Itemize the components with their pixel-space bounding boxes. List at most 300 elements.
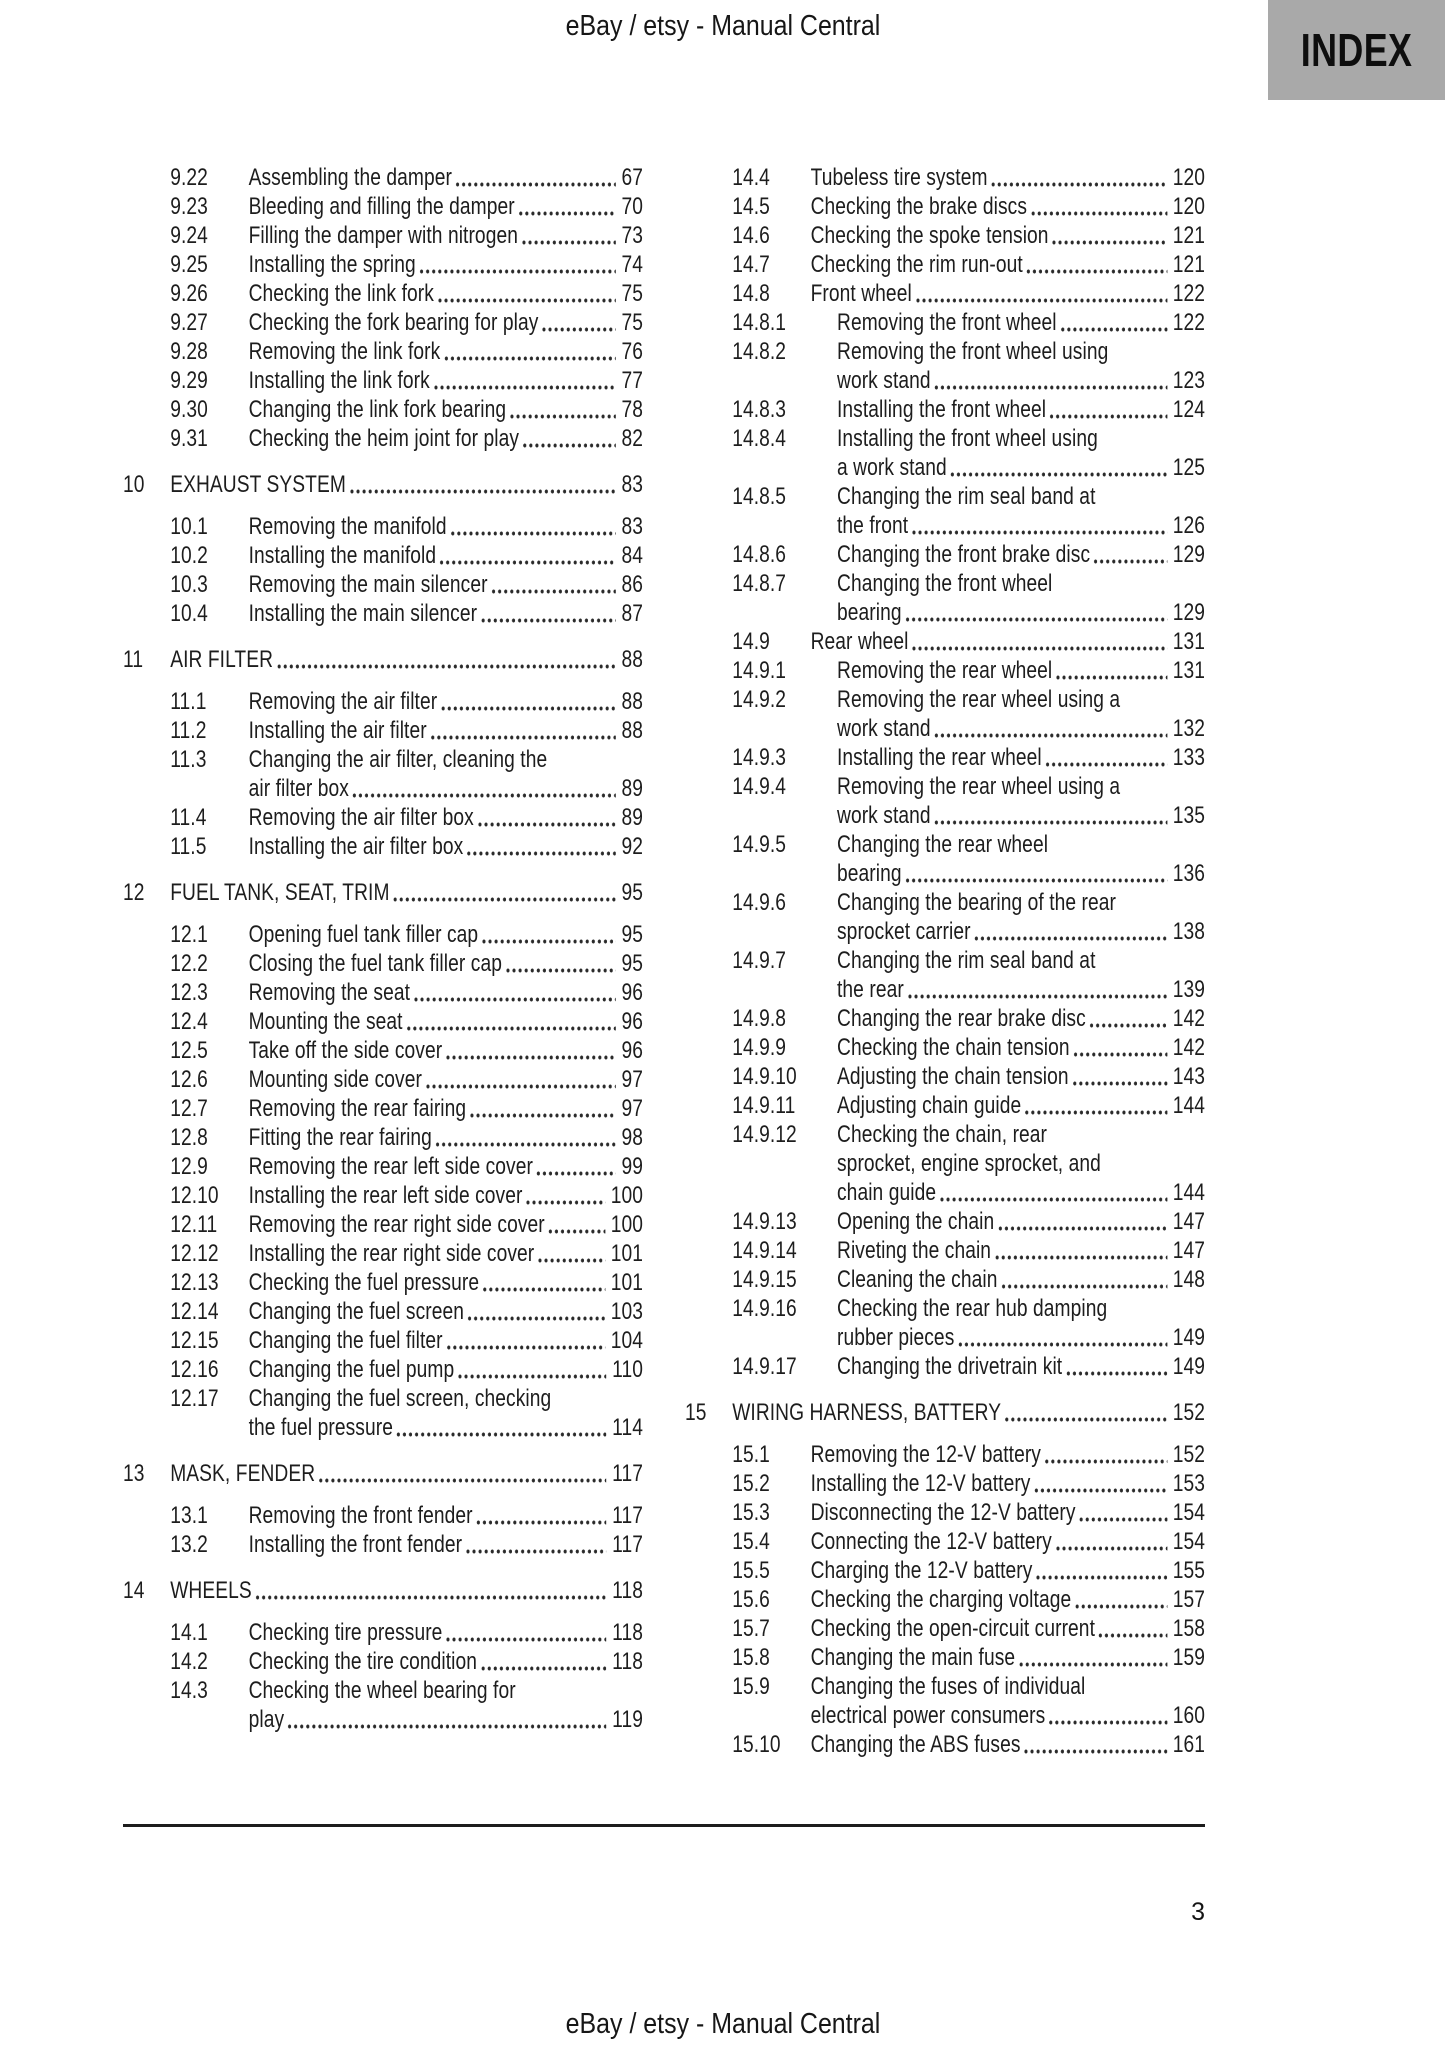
toc-entry-line [123,1326,643,1355]
toc-entry-line [123,716,643,745]
toc-entry [123,1007,643,1036]
dotted-leader [1025,1749,1168,1754]
toc-entry-title: a work stand [837,454,947,481]
toc-entry-title: Checking the rim run-out [810,251,1023,278]
toc-entry-title: Changing the fuel pump [248,1356,455,1383]
toc-entry-title: Opening the chain [837,1208,995,1235]
toc-entry-title: the front [837,512,909,539]
toc-entry-line [685,685,1205,714]
dotted-leader [468,1316,605,1321]
toc-entry-line [685,337,1205,366]
toc-entry-line [123,1459,643,1488]
toc-entry-number: 15.2 [732,1470,770,1497]
toc-entry-line [685,1149,1205,1178]
toc-entry-number [732,1178,837,1207]
toc-entry [123,424,643,453]
toc-entry-title: Mounting the seat [248,1008,403,1035]
toc-entry-title: Removing the main silencer [248,571,488,598]
toc-entry-number: 10.2 [170,542,208,569]
toc-entry-line [685,1207,1205,1236]
toc-entry [123,308,643,337]
toc-entry-title: Checking the link fork [248,280,434,307]
toc-entry-line [123,832,643,861]
toc-entry-title: bearing [837,599,902,626]
toc-entry-page: 136 [1172,860,1205,887]
toc-entry-number: 15.7 [732,1615,770,1642]
dotted-leader [397,1432,607,1437]
toc-entry-line [123,1576,643,1605]
dotted-leader [1036,1575,1167,1580]
toc-entry [685,1062,1205,1091]
toc-entry-page: 152 [1172,1441,1205,1468]
toc-entry-number [732,917,837,946]
toc-entry [685,656,1205,685]
toc-entry-page: 95 [621,921,643,948]
dotted-leader [426,1084,616,1089]
toc-entry-line [685,279,1205,308]
toc-entry [123,1152,643,1181]
toc-entry-line [685,511,1205,540]
dotted-leader [1080,1517,1168,1522]
toc-entry-page: 100 [610,1182,643,1209]
dotted-leader [1094,559,1167,564]
toc-entry-number: 14.8.7 [732,570,787,597]
toc-entry [123,832,643,861]
toc-entry-line [685,1643,1205,1672]
dotted-leader [478,822,616,827]
toc-entry-line [123,1530,643,1559]
toc-entry-title: AIR FILTER [170,646,274,673]
toc-entry-number: 14.5 [732,193,770,220]
toc-entry-number: 14.9 [732,628,770,655]
toc-entry-title: Mounting side cover [248,1066,422,1093]
toc-entry-title: bearing [837,860,902,887]
dotted-leader [353,793,616,798]
toc-entry [123,803,643,832]
toc-entry [123,541,643,570]
toc-entry-page: 100 [610,1211,643,1238]
toc-entry [123,745,643,803]
toc-entry-line [685,1062,1205,1091]
toc-entry-number [732,598,837,627]
toc-entry-line [123,163,643,192]
toc-entry-title: Installing the rear right side cover [248,1240,535,1267]
toc-entry-number: 12 [123,879,145,906]
toc-entry-line [123,1413,643,1442]
toc-entry-line [685,1033,1205,1062]
toc-entry-line [123,949,643,978]
dotted-leader [467,851,616,856]
dotted-leader [1075,1604,1167,1609]
toc-entry-title: Installing the link fork [248,367,430,394]
toc-entry-number: 14.8.2 [732,338,787,365]
toc-section-entry [123,645,643,674]
dotted-leader [522,240,616,245]
dotted-leader [1090,1023,1167,1028]
toc-entry-page: 154 [1172,1528,1205,1555]
toc-entry-number: 11.5 [170,833,207,860]
toc-entry-number: 14.2 [170,1648,208,1675]
toc-entry-number: 14.9.16 [732,1295,797,1322]
toc-entry [685,1527,1205,1556]
toc-entry-line [123,1705,643,1734]
toc-entry-number: 9.27 [170,309,208,336]
toc-entry [685,1643,1205,1672]
toc-entry-number: 15.8 [732,1644,770,1671]
toc-entry-title: FUEL TANK, SEAT, TRIM [170,879,390,906]
toc-entry-title: Installing the spring [248,251,416,278]
toc-entry-title: WHEELS [170,1577,252,1604]
toc-entry-title: sprocket carrier [837,918,971,945]
toc-entry-line [685,859,1205,888]
toc-entry [685,685,1205,743]
toc-entry-page: 126 [1172,512,1205,539]
toc-entry-line [123,1036,643,1065]
toc-entry-number: 12.11 [170,1211,218,1238]
toc-entry-number: 14.9.6 [732,889,787,916]
toc-entry-title: play [248,1706,285,1733]
index-tab-label: INDEX [1300,24,1413,76]
dotted-leader [958,1342,1167,1347]
toc-entry [685,308,1205,337]
toc-entry-line [123,1152,643,1181]
dotted-leader [446,1055,616,1060]
toc-entry-page: 104 [610,1327,643,1354]
toc-entry-line [123,424,643,453]
toc-entry-line [685,250,1205,279]
toc-entry [123,1210,643,1239]
toc-entry-line [685,830,1205,859]
toc-entry [123,1676,643,1734]
toc-entry-number: 12.1 [170,921,208,948]
toc-entry [123,1501,643,1530]
toc-entry [685,1672,1205,1730]
toc-entry-page: 125 [1172,454,1205,481]
toc-entry-line [123,1094,643,1123]
toc-entry [123,1326,643,1355]
toc-entry-page: 129 [1172,541,1205,568]
toc-entry-number: 15.9 [732,1673,770,1700]
toc-entry-number: 12.8 [170,1124,208,1151]
toc-entry-number: 13 [123,1460,145,1487]
toc-entry-number: 14.9.9 [732,1034,787,1061]
toc-entry-page: 118 [612,1619,643,1646]
toc-entry-number: 12.5 [170,1037,208,1064]
toc-entry-title: WIRING HARNESS, BATTERY [732,1399,1002,1426]
toc-entry-title: Changing the fuel screen, checking [248,1385,552,1412]
toc-entry-page: 87 [621,600,643,627]
toc-section-entry [123,470,643,499]
toc-entry-page: 103 [610,1298,643,1325]
dotted-leader [444,356,616,361]
toc-entry [123,1094,643,1123]
toc-entry-number [170,1705,248,1734]
dotted-leader [440,560,616,565]
toc-entry-number [732,1149,837,1178]
toc-entry-title: the rear [837,976,904,1003]
toc-entry-page: 152 [1172,1399,1205,1426]
toc-entry [685,1091,1205,1120]
toc-entry-page: 142 [1172,1034,1205,1061]
toc-entry-line [123,803,643,832]
toc-entry-title: MASK, FENDER [170,1460,316,1487]
toc-entry-line [685,308,1205,337]
toc-entry-line [685,1614,1205,1643]
toc-entry [685,1294,1205,1352]
toc-entry-page: 117 [612,1531,643,1558]
toc-entry-number: 14.9.10 [732,1063,797,1090]
toc-entry-number: 12.3 [170,979,208,1006]
dotted-leader [1073,1081,1167,1086]
toc-entry-line [685,917,1205,946]
toc-entry-title: work stand [837,715,931,742]
dotted-leader [935,820,1167,825]
dotted-leader [549,1229,605,1234]
toc-entry-number: 12.16 [170,1356,219,1383]
toc-entry-line [123,687,643,716]
toc-entry [123,395,643,424]
toc-entry-line [123,1501,643,1530]
toc-entry-number [732,975,837,1004]
toc-entry-page: 101 [610,1240,643,1267]
toc-entry-page: 92 [621,833,643,860]
toc-entry [123,366,643,395]
toc-entry-page: 73 [621,222,643,249]
dotted-leader [1005,1417,1167,1422]
toc-entry [123,570,643,599]
toc-entry-number: 14.9.11 [732,1092,796,1119]
toc-entry-line [123,570,643,599]
toc-entry-line [123,250,643,279]
toc-entry-line [685,975,1205,1004]
toc-entry-number [732,366,837,395]
toc-entry-line [685,482,1205,511]
dotted-leader [466,1549,606,1554]
dotted-leader [256,1595,607,1600]
toc-entry-page: 101 [610,1269,643,1296]
toc-entry-title: work stand [837,802,931,829]
toc-entry-line [123,1268,643,1297]
toc-entry-number: 15.10 [732,1731,781,1758]
toc-entry-page: 121 [1172,251,1205,278]
toc-entry-line [685,1585,1205,1614]
toc-entry-number: 14.8.4 [732,425,787,452]
toc-entry-page: 131 [1172,628,1205,655]
toc-entry-number: 10.4 [170,600,208,627]
toc-entry-number: 15.5 [732,1557,770,1584]
toc-entry-line [685,1672,1205,1701]
toc-entry [685,1498,1205,1527]
toc-entry [685,337,1205,395]
toc-entry-line [123,279,643,308]
toc-entry-line [123,308,643,337]
toc-entry-page: 96 [621,979,643,1006]
toc-entry-number: 10 [123,471,145,498]
dotted-leader [1061,327,1167,332]
toc-entry [123,221,643,250]
toc-entry-number: 14.9.17 [732,1353,797,1380]
toc-entry-line [685,714,1205,743]
toc-entry-page: 97 [621,1095,643,1122]
dotted-leader [998,1226,1167,1231]
toc-entry-page: 123 [1172,367,1205,394]
toc-entry-page: 78 [621,396,643,423]
toc-entry-title: Checking the chain, rear [837,1121,1048,1148]
toc-entry [685,888,1205,946]
toc-entry-number: 9.23 [170,193,208,220]
dotted-leader [447,1345,605,1350]
toc-entry-line [123,395,643,424]
toc-entry-line [685,1440,1205,1469]
toc-section-entry [123,1459,643,1488]
toc-entry [685,569,1205,627]
toc-entry-number: 14.4 [732,164,770,191]
toc-entry-number: 14.9.14 [732,1237,797,1264]
toc-entry-number: 14.9.5 [732,831,787,858]
toc-entry-line [685,1236,1205,1265]
toc-entry-title: Removing the link fork [248,338,441,365]
toc-entry [685,221,1205,250]
toc-entry [685,1614,1205,1643]
toc-section-entry [123,1576,643,1605]
toc-entry [685,1440,1205,1469]
toc-entry [685,1352,1205,1381]
toc-entry-page: 122 [1172,309,1205,336]
toc-entry-line [123,920,643,949]
toc-entry-line [123,470,643,499]
toc-entry [685,1207,1205,1236]
toc-entry-title: Installing the rear left side cover [248,1182,523,1209]
toc-entry-number: 12.7 [170,1095,208,1122]
toc-entry-number: 14.9.15 [732,1266,797,1293]
toc-entry-number: 14.9.12 [732,1121,797,1148]
toc-entry-number [732,801,837,830]
toc-entry-number: 15.6 [732,1586,770,1613]
toc-entry-number [170,1413,248,1442]
toc-entry-number: 11.2 [170,717,207,744]
toc-entry [685,1469,1205,1498]
toc-entry-title: Adjusting the chain tension [837,1063,1069,1090]
toc-entry-line [685,192,1205,221]
toc-entry-number: 9.30 [170,396,208,423]
toc-entry-title: Checking the open-circuit current [810,1615,1095,1642]
toc-entry-title: Removing the rear left side cover [248,1153,533,1180]
dotted-leader [483,1287,605,1292]
toc-entry-number: 12.2 [170,950,208,977]
dotted-leader [431,735,616,740]
toc-entry-line [123,1007,643,1036]
toc-entry-title: Checking the heim joint for play [248,425,520,452]
toc-entry-line [685,1498,1205,1527]
toc-entry-line [123,1384,643,1413]
toc-entry-number: 14.8.3 [732,396,787,423]
dotted-leader [451,531,616,536]
toc-entry-title: Removing the air filter box [248,804,474,831]
toc-entry-page: 122 [1172,280,1205,307]
toc-entry-title: Tubeless tire system [810,164,988,191]
toc-entry-number: 14.8.5 [732,483,787,510]
toc-entry-number: 11.4 [170,804,207,831]
toc-entry-title: rubber pieces [837,1324,955,1351]
toc-entry-number: 9.26 [170,280,208,307]
toc-entry [123,1065,643,1094]
toc-entry-page: 149 [1172,1324,1205,1351]
toc-entry [123,1530,643,1559]
toc-entry-page: 84 [621,542,643,569]
dotted-leader [1045,1459,1167,1464]
dotted-leader [481,1666,607,1671]
toc-entry-line [123,774,643,803]
dotted-leader [1049,1720,1167,1725]
toc-entry-title: Changing the rear wheel [837,831,1049,858]
toc-entry-title: Disconnecting the 12-V battery [810,1499,1076,1526]
toc-entry-number: 11 [123,646,144,673]
toc-entry-title: Connecting the 12-V battery [810,1528,1052,1555]
toc-entry-number: 14.9.2 [732,686,787,713]
toc-entry-line [123,221,643,250]
toc-entry-title: Removing the rear wheel using a [837,686,1121,713]
dotted-leader [477,1520,607,1525]
toc-entry-line [123,541,643,570]
toc-entry [685,250,1205,279]
toc-entry-number [170,774,248,803]
toc-entry-line [685,395,1205,424]
toc-entry-line [123,599,643,628]
dotted-leader [916,298,1167,303]
toc-entry-page: 161 [1172,1731,1205,1758]
dotted-leader [519,211,616,216]
toc-entry-line [685,1398,1205,1427]
toc-entry-title: Changing the air filter, cleaning the [248,746,548,773]
toc-entry [685,1004,1205,1033]
dotted-leader [394,897,616,902]
toc-entry-title: Installing the 12-V battery [810,1470,1031,1497]
toc-entry-number: 15.3 [732,1499,770,1526]
toc-entry-title: Removing the rear fairing [248,1095,467,1122]
toc-entry-number: 13.1 [170,1502,208,1529]
toc-entry-title: Checking the fuel pressure [248,1269,480,1296]
toc-entry-line [123,1210,643,1239]
toc-entry-page: 118 [612,1648,643,1675]
toc-entry [685,1265,1205,1294]
toc-entry-line [685,1120,1205,1149]
toc-entry-title: Removing the seat [248,979,411,1006]
dotted-leader [288,1724,606,1729]
toc-entry-page: 97 [621,1066,643,1093]
toc-entry-line [123,366,643,395]
toc-entry-line [685,1352,1205,1381]
toc-entry-title: Removing the front wheel using [837,338,1109,365]
toc-entry-page: 96 [621,1037,643,1064]
dotted-leader [1031,211,1167,216]
toc-entry-line [685,772,1205,801]
toc-entry-page: 147 [1172,1237,1205,1264]
toc-entry-number: 9.22 [170,164,208,191]
toc-entry-page: 117 [612,1502,643,1529]
dotted-leader [1027,269,1167,274]
dotted-leader [438,298,616,303]
toc-entry-page: 129 [1172,599,1205,626]
dotted-leader [1019,1662,1167,1667]
toc-entry-line [685,1004,1205,1033]
toc-entry-title: Changing the fuel filter [248,1327,443,1354]
toc-entry-line [685,1294,1205,1323]
toc-entry-number: 14.8 [732,280,770,307]
toc-entry-line [685,1323,1205,1352]
toc-entry-page: 139 [1172,976,1205,1003]
dotted-leader [470,1113,616,1118]
toc-entry-page: 131 [1172,657,1205,684]
